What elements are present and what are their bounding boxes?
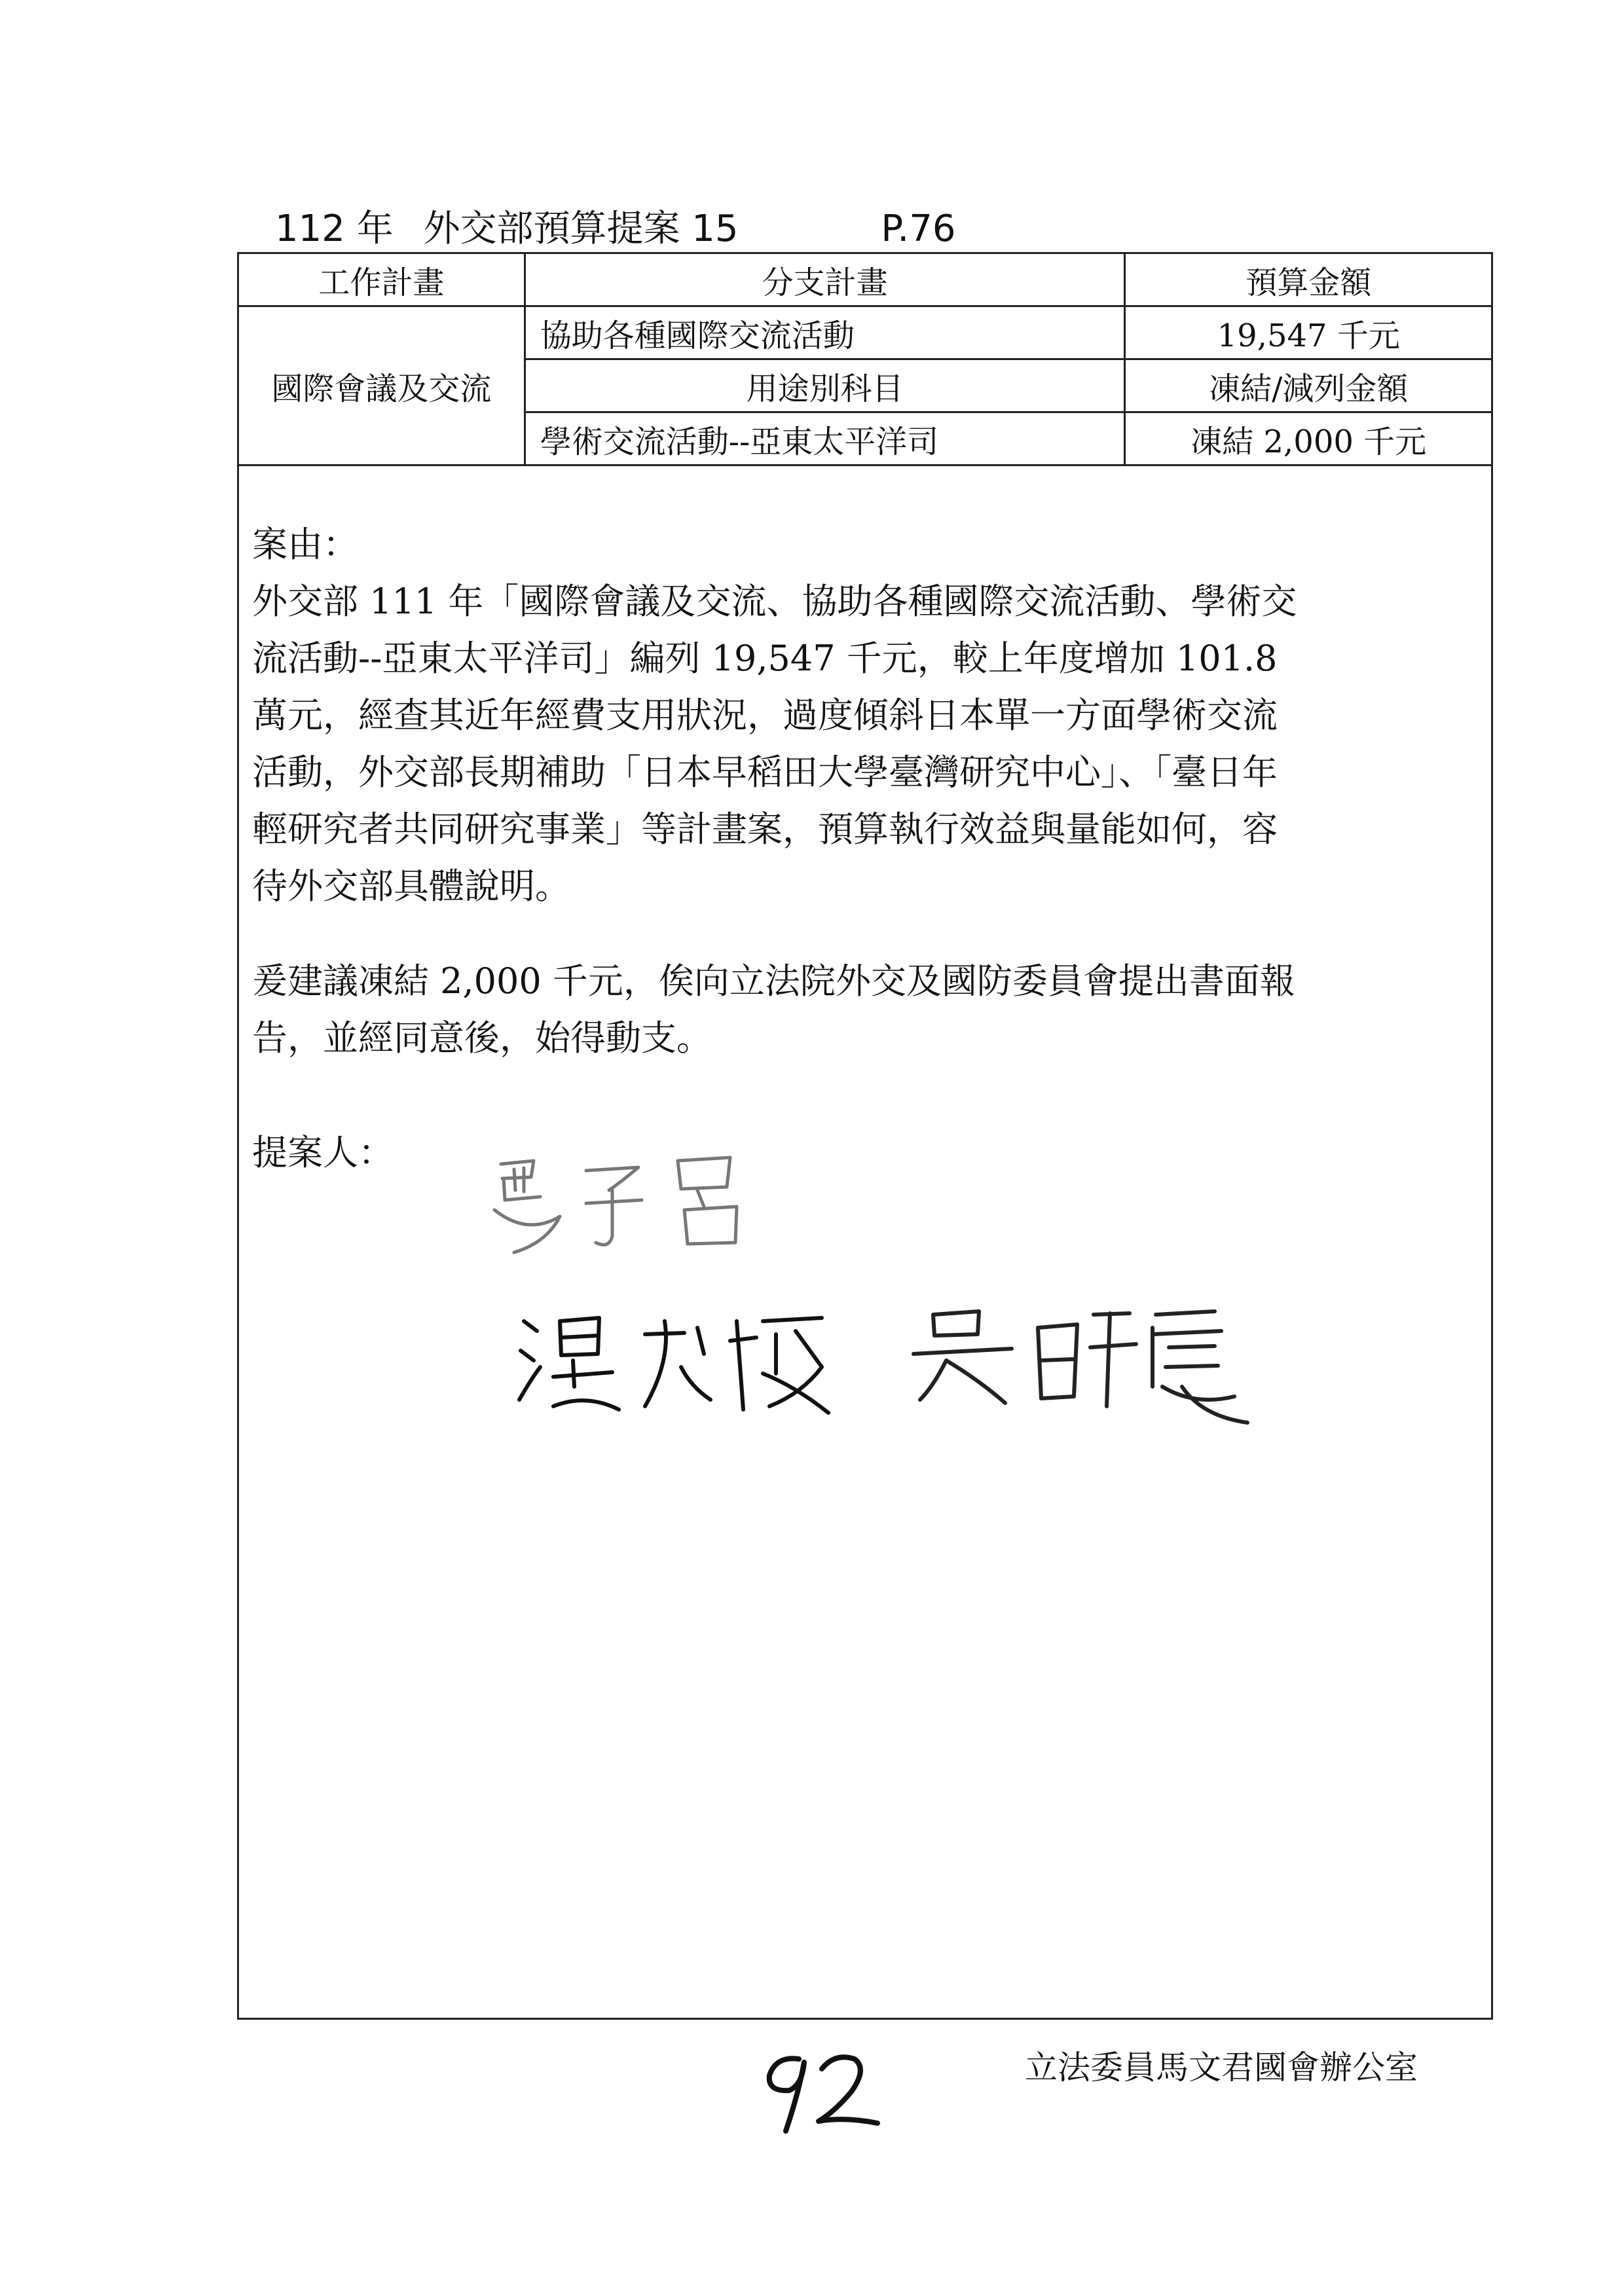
proposal-header [275,200,955,252]
subheader-amount: 凍結/減列金額 [1125,359,1491,412]
subheader-item: 用途別科目 [525,359,1125,412]
header-work-plan: 工作計畫 [239,254,525,306]
freeze-amount-cell: 凍結 2,000 千元 [1125,412,1491,465]
reason-line: 流活動--亞東太平洋司」編列 19,547 千元，較上年度增加 101.8 [252,638,1278,679]
header-budget-amount: 預算金額 [1125,254,1491,306]
table-header-row [239,254,1491,306]
handwritten-signature-3 [907,1288,1274,1439]
proposal-title: 外交部預算提案 15 [423,208,739,250]
budget-amount-cell: 19,547 千元 [1125,306,1491,359]
reason-line: 輕研究者共同研究事業」等計畫案，預算執行效益與量能如何，容 [252,809,1278,850]
proposal-body [252,516,1483,1066]
proposer-label: 提案人： [252,1132,394,1173]
table-row [239,306,1491,359]
proposal-line: 告，並經同意後，始得動支。 [252,1017,712,1059]
budget-table [239,254,1491,466]
office-name: 立法委員馬文君國會辦公室 [1025,2049,1418,2086]
reason-label: 案由： [252,524,358,565]
page-number [747,2039,884,2138]
reason-line: 活動，外交部長期補助「日本早稻田大學臺灣研究中心」、「臺日年 [252,752,1278,793]
work-plan-cell: 國際會議及交流 [239,306,525,465]
signature-area [239,1125,1491,1779]
reason-line: 外交部 111 年「國際會議及交流、協助各種國際交流活動、學術交 [252,581,1297,622]
reason-line: 待外交部具體說明。 [252,866,570,907]
sub-plan-cell: 協助各種國際交流活動 [525,306,1125,359]
header-sub-plan: 分支計畫 [525,254,1125,306]
reason-line: 萬元，經查其近年經費支用狀況，過度傾斜日本單一方面學術交流 [252,695,1278,736]
proposal-form [237,252,1493,2020]
item-cell: 學術交流活動--亞東太平洋司 [525,412,1125,465]
proposal-line: 爰建議凍結 2,000 千元，俟向立法院外交及國防委員會提出書面報 [252,960,1295,1002]
proposal-year: 112 年 [275,208,394,250]
handwritten-signature-1 [488,1138,789,1269]
page-reference: P.76 [881,208,956,250]
handwritten-signature-2 [514,1295,881,1426]
